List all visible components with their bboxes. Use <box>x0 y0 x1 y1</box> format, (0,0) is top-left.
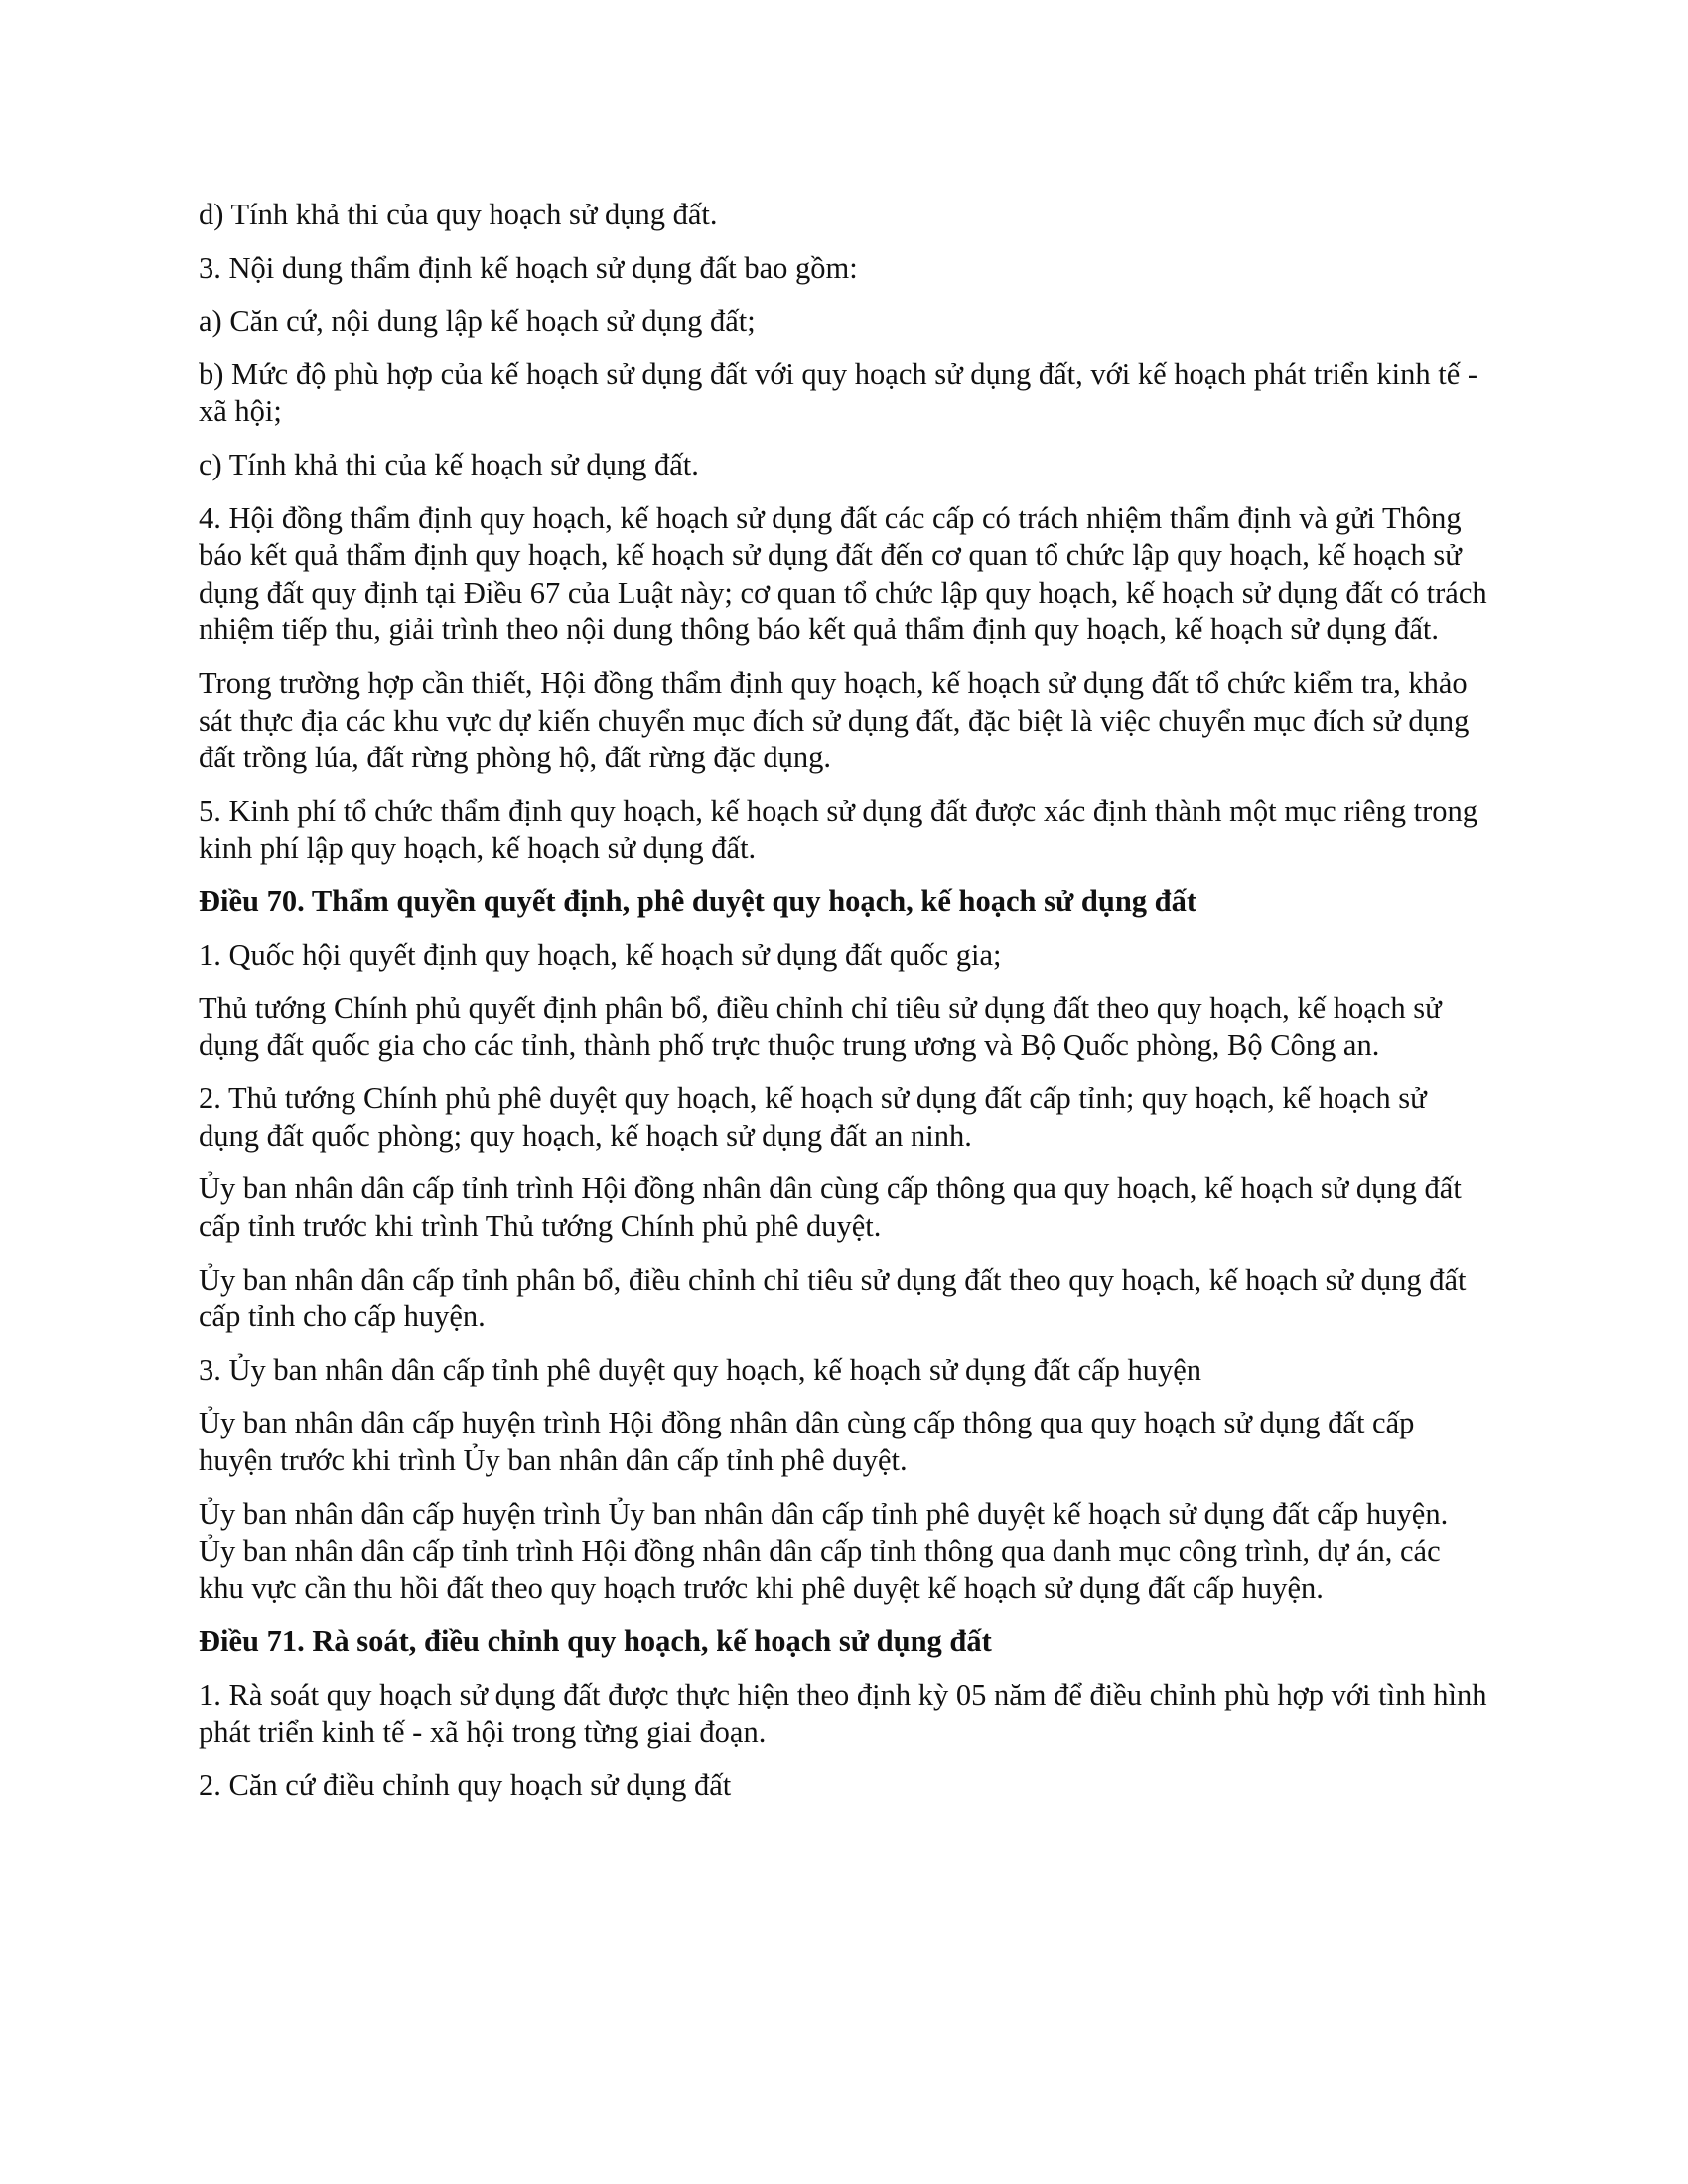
body-paragraph: d) Tính khả thi của quy hoạch sử dụng đất. <box>199 198 718 231</box>
article-heading: Điều 71. Rà soát, điều chỉnh quy hoạch, kế hoạch sử dụng đất <box>199 1624 992 1659</box>
body-paragraph: 3. Nội dung thẩm định kế hoạch sử dụng đất bao gồm: <box>199 250 858 285</box>
body-paragraph: 2. Thủ tướng Chính phủ phê duyệt quy hoạch, kế hoạch sử dụng đất cấp tỉnh; quy hoạch, kế hoạch sử dụng đất quốc phòng; quy hoạch, kế hoạch sử dụng đất an ninh. <box>199 1081 1427 1153</box>
body-paragraph: 5. Kinh phí tổ chức thẩm định quy hoạch, kế hoạch sử dụng đất được xác định thành một mục riêng trong kinh phí lập quy hoạch, kế hoạch sử dụng đất. <box>199 793 1477 866</box>
article-heading: Điều 70. Thẩm quyền quyết định, phê duyệt quy hoạch, kế hoạch sử dụng đất <box>199 884 1197 918</box>
document-page <box>199 197 1489 1821</box>
body-paragraph: Ủy ban nhân dân cấp huyện trình Hội đồng nhân dân cùng cấp thông qua quy hoạch sử dụng đất cấp huyện trước khi trình Ủy ban nhân dân cấp tỉnh phê duyệt. <box>199 1406 1415 1478</box>
body-paragraph: 4. Hội đồng thẩm định quy hoạch, kế hoạch sử dụng đất các cấp có trách nhiệm thẩm định và gửi Thông báo kết quả thẩm định quy hoạch, kế hoạch sử dụng đất đến cơ quan tổ chức lập quy hoạch, kế hoạch sử dụng đất quy định tại Điều 67 của Luật này; cơ quan tổ chức lập quy hoạch, kế hoạch sử dụng đất có trách nhiệm tiếp thu, giải trình theo nội dung thông báo kết quả thẩm định quy hoạch, kế hoạch sử dụng đất. <box>199 500 1487 647</box>
body-paragraph: Ủy ban nhân dân cấp huyện trình Ủy ban nhân dân cấp tỉnh phê duyệt kế hoạch sử dụng đất cấp huyện. Ủy ban nhân dân cấp tỉnh trình Hội đồng nhân dân cấp tỉnh thông qua danh mục công trình, dự án, các khu vực cần thu hồi đất theo quy hoạch trước khi phê duyệt kế hoạch sử dụng đất cấp huyện. <box>199 1496 1449 1605</box>
body-paragraph: Thủ tướng Chính phủ quyết định phân bổ, điều chỉnh chỉ tiêu sử dụng đất theo quy hoạch, kế hoạch sử dụng đất quốc gia cho các tỉnh, thành phố trực thuộc trung ương và Bộ Quốc phòng, Bộ Công an. <box>199 991 1442 1062</box>
body-paragraph: 1. Quốc hội quyết định quy hoạch, kế hoạch sử dụng đất quốc gia; <box>199 937 1002 972</box>
body-paragraph: 2. Căn cứ điều chỉnh quy hoạch sử dụng đất <box>199 1768 732 1803</box>
body-paragraph: b) Mức độ phù hợp của kế hoạch sử dụng đất với quy hoạch sử dụng đất, với kế hoạch phát triển kinh tế - xã hội; <box>199 356 1478 429</box>
body-paragraph: 3. Ủy ban nhân dân cấp tỉnh phê duyệt quy hoạch, kế hoạch sử dụng đất cấp huyện <box>199 1352 1202 1387</box>
body-paragraph: Ủy ban nhân dân cấp tỉnh phân bổ, điều chỉnh chỉ tiêu sử dụng đất theo quy hoạch, kế hoạch sử dụng đất cấp tỉnh cho cấp huyện. <box>199 1262 1467 1334</box>
body-paragraph: Ủy ban nhân dân cấp tỉnh trình Hội đồng nhân dân cùng cấp thông qua quy hoạch, kế hoạch sử dụng đất cấp tỉnh trước khi trình Thủ tướng Chính phủ phê duyệt. <box>199 1171 1462 1244</box>
body-paragraph: c) Tính khả thi của kế hoạch sử dụng đất. <box>199 447 699 481</box>
body-paragraph: a) Căn cứ, nội dung lập kế hoạch sử dụng đất; <box>199 304 756 339</box>
body-paragraph: 1. Rà soát quy hoạch sử dụng đất được thực hiện theo định kỳ 05 năm để điều chỉnh phù hợp với tình hình phát triển kinh tế - xã hội trong từng giai đoạn. <box>199 1678 1487 1749</box>
body-paragraph: Trong trường hợp cần thiết, Hội đồng thẩm định quy hoạch, kế hoạch sử dụng đất tổ chức kiểm tra, khảo sát thực địa các khu vực dự kiến chuyển mục đích sử dụng đất, đặc biệt là việc chuyển mục đích sử dụng đất trồng lúa, đất rừng phòng hộ, đất rừng đặc dụng. <box>199 665 1470 775</box>
